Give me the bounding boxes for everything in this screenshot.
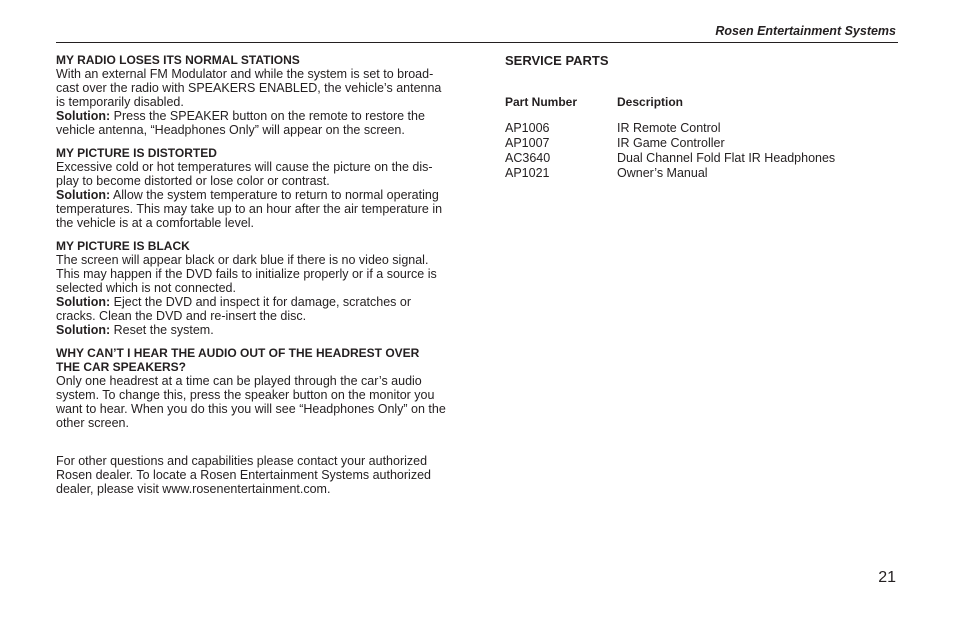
- body-line: cast over the radio with SPEAKERS ENABLED, the vehicle’s antenna: [56, 81, 442, 95]
- body-line: want to hear. When you do this you will see “Headphones Only” on the: [56, 402, 446, 416]
- body-line: cracks. Clean the DVD and re-insert the disc.: [56, 309, 307, 323]
- solution-text: Allow the system temperature to return to normal operating: [110, 188, 439, 202]
- parts-table-body: [505, 121, 900, 181]
- body-line: is temporarily disabled.: [56, 95, 184, 109]
- part-number: AP1007: [505, 136, 550, 150]
- part-number: AP1021: [505, 166, 550, 180]
- body-line: selected which is not connected.: [56, 281, 236, 295]
- solution-text: Reset the system.: [110, 323, 214, 337]
- body-line: system. To change this, press the speaker button on the monitor you: [56, 388, 435, 402]
- table-row: [505, 166, 900, 181]
- solution-text: Press the SPEAKER button on the remote to restore the: [110, 109, 425, 123]
- solution-label: Solution:: [56, 323, 111, 337]
- contact-line: For other questions and capabilities please contact your authorized: [56, 454, 428, 468]
- body-line: This may happen if the DVD fails to initialize properly or if a source is: [56, 267, 437, 281]
- contact-paragraph: [56, 454, 448, 496]
- table-row: [505, 151, 900, 166]
- solution-label: Solution:: [56, 188, 111, 202]
- body-line: Excessive cold or hot temperatures will cause the picture on the dis-: [56, 160, 433, 174]
- body-line: play to become distorted or lose color or contrast.: [56, 174, 330, 188]
- solution-line: [56, 323, 448, 337]
- body-line: The screen will appear black or dark blue if there is no video signal.: [56, 253, 429, 267]
- part-number: AC3640: [505, 151, 551, 165]
- troubleshooting-column: [56, 53, 448, 496]
- table-row: [505, 121, 900, 136]
- table-row: [505, 136, 900, 151]
- solution-line: [56, 295, 448, 309]
- section-title: MY PICTURE IS DISTORTED: [56, 146, 217, 160]
- part-number: AP1006: [505, 121, 550, 135]
- part-description: IR Game Controller: [617, 136, 725, 150]
- col-header-description: Description: [617, 95, 684, 109]
- page-number: 21: [878, 569, 896, 586]
- body-line: Only one headrest at a time can be played through the car’s audio: [56, 374, 422, 388]
- contact-line: dealer, please visit www.rosenentertainment.com.: [56, 482, 331, 496]
- body-line: With an external FM Modulator and while the system is set to broad-: [56, 67, 434, 81]
- solution-line: [56, 188, 448, 202]
- service-parts-title: SERVICE PARTS: [505, 53, 609, 68]
- section-title: MY PICTURE IS BLACK: [56, 239, 190, 253]
- section-title: MY RADIO LOSES ITS NORMAL STATIONS: [56, 53, 300, 67]
- header-brand: Rosen Entertainment Systems: [715, 24, 896, 38]
- part-description: IR Remote Control: [617, 121, 721, 135]
- section-title-continued: THE CAR SPEAKERS?: [56, 360, 187, 374]
- section-radio: [56, 53, 448, 137]
- section-black: [56, 239, 448, 337]
- parts-table-header: [505, 95, 900, 109]
- solution-text: Eject the DVD and inspect it for damage, scratches or: [110, 295, 411, 309]
- section-title: WHY CAN’T I HEAR THE AUDIO OUT OF THE HEADREST OVER: [56, 346, 420, 360]
- header-divider: [56, 42, 898, 43]
- part-description: Owner’s Manual: [617, 166, 708, 180]
- part-description: Dual Channel Fold Flat IR Headphones: [617, 151, 836, 165]
- section-distorted: [56, 146, 448, 230]
- body-line: the vehicle is at a comfortable level.: [56, 216, 255, 230]
- solution-label: Solution:: [56, 109, 111, 123]
- body-line: other screen.: [56, 416, 129, 430]
- body-line: temperatures. This may take up to an hour after the air temperature in: [56, 202, 443, 216]
- service-parts-column: [505, 53, 900, 181]
- col-header-part-number: Part Number: [505, 95, 578, 109]
- body-line: vehicle antenna, “Headphones Only” will appear on the screen.: [56, 123, 405, 137]
- solution-line: [56, 109, 448, 123]
- contact-line: Rosen dealer. To locate a Rosen Entertainment Systems authorized: [56, 468, 431, 482]
- solution-label: Solution:: [56, 295, 111, 309]
- section-headrest-audio: [56, 346, 448, 430]
